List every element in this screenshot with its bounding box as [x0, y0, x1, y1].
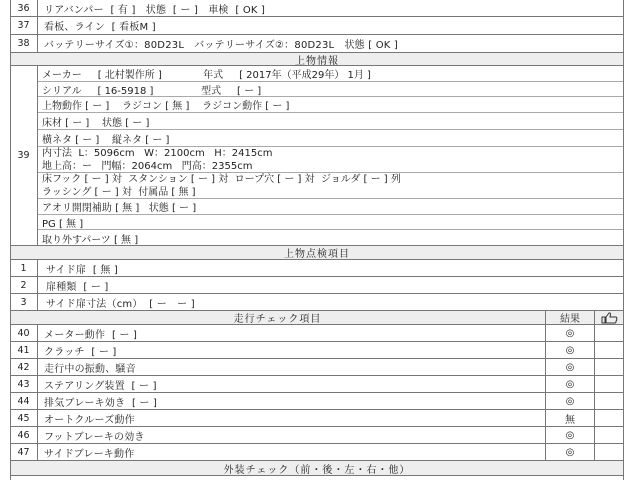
- drive-row: [10, 393, 624, 410]
- row-number: 46: [10, 427, 38, 443]
- row-text: リアバンパー [ 有 ] 状態 [ ー ] 車検 [ OK ]: [44, 4, 266, 16]
- result-header: 結果: [545, 311, 595, 324]
- result-value: ◎: [545, 376, 595, 392]
- thumbs-up-icon-glyph: [601, 312, 619, 324]
- row-number: 42: [10, 359, 38, 375]
- drive-row: [10, 444, 624, 461]
- row-number: 39: [10, 66, 38, 245]
- body-line-text: 取り外すパーツ [ 無 ]: [42, 234, 139, 246]
- body-line-floor: [38, 113, 624, 130]
- body-line-pg: [38, 215, 624, 230]
- result-value: ◎: [545, 444, 595, 460]
- body-line-text: PG [ 無 ]: [42, 218, 84, 230]
- body-line-serial: [38, 82, 624, 97]
- inspection-sheet: [10, 0, 624, 480]
- row-text: クラッチ [ ー ]: [44, 346, 117, 358]
- body-line-text: シリアル [ 16-5918 ] 型式 [ ー ]: [42, 85, 262, 97]
- drive-row: [10, 342, 624, 359]
- inspect-row-3: [10, 294, 624, 311]
- row-text: フットブレーキの効き: [44, 431, 145, 443]
- row-number: 44: [10, 393, 38, 409]
- drive-row: [10, 325, 624, 342]
- body-line-dimensions: [38, 147, 624, 173]
- row-36: [10, 0, 624, 17]
- row-text: サイド扉寸法（cm） [ ー ー ]: [46, 298, 195, 310]
- result-value: ◎: [545, 342, 595, 358]
- body-line-text: 横ネタ [ ー ] 縦ネタ [ ー ]: [42, 134, 170, 146]
- section-header-exterior-check: 外装チェック（前・後・左・右・他）: [10, 461, 624, 476]
- row-text: オートクルーズ動作: [44, 414, 135, 426]
- body-line-removable-parts: [38, 230, 624, 246]
- result-value: ◎: [545, 427, 595, 443]
- row-number: 38: [10, 35, 38, 52]
- body-line-text: 内寸法 L：5096cm W：2100cm H：2415cm 地上高：ー 門幅：2064cm 門高：2355cm: [42, 147, 273, 172]
- body-line-operation: [38, 97, 624, 113]
- row-number: 1: [10, 260, 38, 276]
- row-37: [10, 17, 624, 35]
- drive-row: [10, 376, 624, 393]
- inspect-row-1: [10, 260, 624, 277]
- row-text: サイド扉 [ 無 ]: [46, 264, 119, 276]
- row-text: 排気ブレーキ効き [ ー ]: [44, 397, 158, 409]
- row-number: 36: [10, 0, 38, 16]
- drive-row: [10, 359, 624, 376]
- drive-row: [10, 410, 624, 427]
- row-text: 扉種類 [ ー ]: [46, 281, 109, 293]
- thumbs-up-icon: [595, 311, 624, 324]
- body-line-fittings: [38, 173, 624, 199]
- result-value: ◎: [545, 359, 595, 375]
- row-38: [10, 35, 624, 53]
- row-text: サイドブレーキ動作: [44, 448, 135, 460]
- section-header-body-info: 上物情報: [10, 53, 624, 66]
- section-header-drive-check: [10, 311, 624, 325]
- row-number: 37: [10, 17, 38, 34]
- body-line-gate-assist: [38, 199, 624, 215]
- result-value: ◎: [545, 325, 595, 341]
- drive-row: [10, 427, 624, 444]
- row-text: バッテリーサイズ①：80D23L バッテリーサイズ②：80D23L 状態 [ OK ]: [44, 40, 399, 51]
- body-line-maker: [38, 66, 624, 82]
- row-text: メーター動作 [ ー ]: [44, 329, 138, 341]
- body-line-text: メーカー [ 北村製作所 ] 年式 [ 2017年（平成29年） 1月 ]: [42, 70, 371, 81]
- result-value: 無: [545, 410, 595, 426]
- row-text: 看板、ライン [ 看板M ]: [44, 22, 156, 33]
- inspect-row-2: [10, 277, 624, 294]
- row-text: 走行中の振動、騒音: [44, 363, 136, 375]
- body-line-text: アオリ開閉補助 [ 無 ] 状態 [ ー ]: [42, 203, 197, 214]
- body-line-text: 上物動作 [ ー ] ラジコン [ 無 ] ラジコン動作 [ ー ]: [42, 101, 290, 112]
- result-value: ◎: [545, 393, 595, 409]
- row-number: 47: [10, 444, 38, 460]
- row-number: 2: [10, 277, 38, 293]
- row-number: 45: [10, 410, 38, 426]
- drive-check-title: 走行チェック項目: [233, 314, 322, 325]
- body-line-text: 床材 [ ー ] 状態 [ ー ]: [42, 117, 150, 129]
- row-number: 41: [10, 342, 38, 358]
- body-line-beams: [38, 130, 624, 147]
- row-number: 43: [10, 376, 38, 392]
- row-number: 3: [10, 294, 38, 310]
- row-39: [10, 66, 624, 246]
- section-header-body-inspection: 上物点検項目: [10, 246, 624, 260]
- row-number: 40: [10, 325, 38, 341]
- row-text: ステアリング装置 [ ー ]: [44, 380, 157, 392]
- body-line-text: 床フック [ ー ] 対 スタンション [ ー ] 対 ロープ穴 [ ー ] 対 ジョルダ [ ー ] 列 ラッシング [ ー ] 対 付属品 [ 無 ]: [42, 173, 401, 198]
